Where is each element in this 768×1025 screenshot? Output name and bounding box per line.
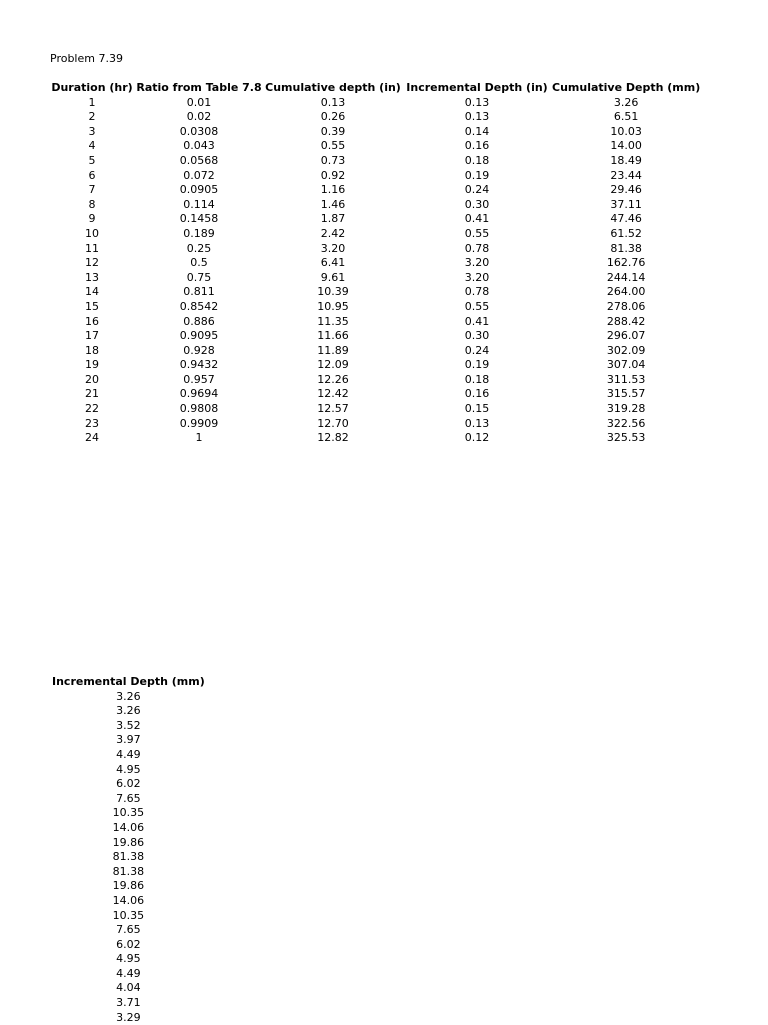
ratio-cell: 0.9909 [179, 416, 219, 430]
ratio-cell: 0.9694 [179, 387, 219, 401]
ratio-cell: 0.1458 [179, 212, 219, 226]
table-row [52, 923, 205, 938]
incremental-depth-in-cell: 0.16 [464, 139, 490, 153]
table-row [52, 777, 205, 792]
incremental-depth-mm-cell: 10.35 [112, 908, 145, 922]
ratio-cell: 0.25 [186, 241, 212, 255]
cumulative-depth-mm-cell: 23.44 [610, 168, 642, 182]
cumulative-depth-mm-cell: 296.07 [606, 329, 646, 343]
incremental-depth-in-cell: 0.78 [464, 285, 490, 299]
table-row [50, 300, 700, 315]
table-row [52, 938, 205, 953]
cumulative-depth-mm-cell: 47.46 [610, 212, 642, 226]
cumulative-depth-in-cell: 12.26 [317, 372, 349, 386]
ratio-cell: 0.9095 [179, 329, 219, 343]
incremental-depth-mm-cell: 3.97 [116, 733, 141, 747]
table-row [50, 417, 700, 432]
cumulative-depth-in-cell: 1.16 [320, 183, 346, 197]
incremental-depth-mm-cell: 3.29 [116, 1010, 141, 1024]
duration-cell: 4 [88, 139, 96, 153]
duration-cell: 3 [88, 124, 96, 138]
table-row [50, 198, 700, 213]
incremental-depth-mm-cell: 19.86 [112, 835, 145, 849]
incremental-depth-in-cell: 0.55 [464, 299, 490, 313]
cumulative-depth-in-cell: 2.42 [320, 226, 346, 240]
cumulative-depth-in-cell: 0.13 [320, 95, 346, 109]
table-row [52, 850, 205, 865]
table-row [52, 996, 205, 1011]
incremental-depth-in-cell: 0.30 [464, 197, 490, 211]
table-row [52, 748, 205, 763]
table-row [52, 879, 205, 894]
incremental-depth-in-cell: 0.41 [464, 212, 490, 226]
table-row [52, 952, 205, 967]
ratio-cell: 0.043 [183, 139, 215, 153]
table-row [52, 719, 205, 734]
cumulative-depth-mm-cell: 319.28 [606, 402, 646, 416]
header-row [52, 675, 205, 690]
incremental-depth-in-cell: 0.41 [464, 314, 490, 328]
duration-cell: 12 [85, 256, 99, 270]
table-row [52, 806, 205, 821]
table-row [52, 792, 205, 807]
incremental-depth-mm-cell: 4.95 [116, 952, 141, 966]
cumulative-depth-in-cell: 11.66 [317, 329, 349, 343]
duration-cell: 14 [85, 285, 99, 299]
duration-cell: 18 [85, 343, 99, 357]
incremental-depth-in-cell: 0.19 [464, 358, 490, 372]
cumulative-depth-in-cell: 0.92 [320, 168, 346, 182]
cumulative-depth-mm-cell: 322.56 [606, 416, 646, 430]
incremental-depth-in-cell: 0.18 [464, 372, 490, 386]
duration-cell: 7 [88, 183, 96, 197]
incremental-depth-in-cell: 0.19 [464, 168, 490, 182]
duration-cell: 17 [85, 329, 99, 343]
table-row [52, 704, 205, 719]
ratio-cell: 0.02 [186, 110, 212, 124]
cumulative-depth-mm-cell: 6.51 [613, 110, 639, 124]
table-row [52, 865, 205, 880]
duration-cell: 19 [85, 358, 99, 372]
duration-cell: 23 [85, 416, 99, 430]
header-ratio: Ratio from Table 7.8 [136, 81, 262, 94]
incremental-depth-in-cell: 0.18 [464, 153, 490, 167]
ratio-cell: 0.886 [183, 314, 215, 328]
table-row [52, 909, 205, 924]
table-row [50, 344, 700, 359]
incremental-depth-mm-cell: 81.38 [112, 850, 145, 864]
duration-cell: 24 [85, 431, 99, 445]
cumulative-depth-mm-cell: 311.53 [606, 372, 646, 386]
duration-cell: 10 [85, 226, 99, 240]
cumulative-depth-in-cell: 6.41 [320, 256, 346, 270]
cumulative-depth-in-cell: 9.61 [320, 270, 346, 284]
incremental-depth-in-cell: 0.15 [464, 402, 490, 416]
cumulative-depth-in-cell: 0.73 [320, 153, 346, 167]
table-row [50, 96, 700, 111]
duration-cell: 6 [88, 168, 96, 182]
incremental-depth-in-cell: 3.20 [464, 270, 490, 284]
table-row [50, 271, 700, 286]
design-storm-table [50, 81, 700, 446]
cumulative-depth-mm-cell: 3.26 [613, 95, 639, 109]
ratio-cell: 0.0905 [179, 183, 219, 197]
ratio-cell: 0.811 [183, 285, 215, 299]
table-row [52, 733, 205, 748]
incremental-depth-in-cell: 0.78 [464, 241, 490, 255]
duration-cell: 1 [88, 95, 96, 109]
cumulative-depth-in-cell: 12.57 [317, 402, 349, 416]
incremental-depth-mm-cell: 4.95 [116, 762, 141, 776]
cumulative-depth-in-cell: 0.39 [320, 124, 346, 138]
incremental-depth-mm-cell: 3.26 [116, 689, 141, 703]
cumulative-depth-mm-cell: 302.09 [606, 343, 646, 357]
table-row [50, 402, 700, 417]
cumulative-depth-in-cell: 12.09 [317, 358, 349, 372]
cumulative-depth-mm-cell: 14.00 [610, 139, 642, 153]
incremental-depth-mm-cell: 6.02 [116, 937, 141, 951]
header-incremental-depth-in: Incremental Depth (in) [406, 81, 548, 94]
ratio-cell: 0.072 [183, 168, 215, 182]
incremental-depth-mm-cell: 4.49 [116, 747, 141, 761]
table-row [50, 285, 700, 300]
cumulative-depth-mm-cell: 278.06 [606, 299, 646, 313]
incremental-depth-mm-cell: 19.86 [112, 879, 145, 893]
header-duration: Duration (hr) [51, 81, 133, 94]
incremental-depth-mm-cell: 4.49 [116, 966, 141, 980]
duration-cell: 21 [85, 387, 99, 401]
cumulative-depth-in-cell: 3.20 [320, 241, 346, 255]
duration-cell: 15 [85, 299, 99, 313]
cumulative-depth-mm-cell: 264.00 [606, 285, 646, 299]
header-cumulative-depth-mm: Cumulative Depth (mm) [552, 81, 701, 94]
table-row [52, 836, 205, 851]
duration-cell: 16 [85, 314, 99, 328]
header-cumulative-depth-in: Cumulative depth (in) [265, 81, 401, 94]
cumulative-depth-in-cell: 10.39 [317, 285, 349, 299]
ratio-cell: 0.114 [183, 197, 215, 211]
ratio-cell: 0.75 [186, 270, 212, 284]
table-row [52, 967, 205, 982]
table-row [50, 315, 700, 330]
table-row [50, 329, 700, 344]
incremental-depth-in-cell: 0.24 [464, 183, 490, 197]
incremental-depth-mm-cell: 10.35 [112, 806, 145, 820]
cumulative-depth-in-cell: 12.70 [317, 416, 349, 430]
header-incremental-depth-mm: Incremental Depth (mm) [52, 675, 205, 688]
table-row [52, 821, 205, 836]
ratio-cell: 0.0308 [179, 124, 219, 138]
incremental-depth-in-cell: 0.12 [464, 431, 490, 445]
incremental-depth-mm-cell: 14.06 [112, 820, 145, 834]
cumulative-depth-in-cell: 11.35 [317, 314, 349, 328]
table-row [52, 690, 205, 705]
incremental-depth-mm-cell: 7.65 [116, 791, 141, 805]
cumulative-depth-in-cell: 0.26 [320, 110, 346, 124]
incremental-depth-mm-cell: 81.38 [112, 864, 145, 878]
ratio-cell: 0.01 [186, 95, 212, 109]
table-row [50, 373, 700, 388]
incremental-depth-in-cell: 0.24 [464, 343, 490, 357]
ratio-cell: 1 [195, 431, 203, 445]
incremental-depth-in-cell: 0.13 [464, 95, 490, 109]
duration-cell: 5 [88, 153, 96, 167]
incremental-depth-mm-cell: 14.06 [112, 893, 145, 907]
incremental-depth-in-cell: 0.16 [464, 387, 490, 401]
ratio-cell: 0.9808 [179, 402, 219, 416]
cumulative-depth-mm-cell: 315.57 [606, 387, 646, 401]
table-row [50, 125, 700, 140]
table-row [50, 242, 700, 257]
incremental-depth-in-cell: 0.55 [464, 226, 490, 240]
table-row [50, 183, 700, 198]
ratio-cell: 0.8542 [179, 299, 219, 313]
cumulative-depth-mm-cell: 307.04 [606, 358, 646, 372]
incremental-depth-mm-cell: 3.71 [116, 996, 141, 1010]
duration-cell: 22 [85, 402, 99, 416]
cumulative-depth-mm-cell: 37.11 [610, 197, 642, 211]
ratio-cell: 0.9432 [179, 358, 219, 372]
table-row [50, 358, 700, 373]
duration-cell: 8 [88, 197, 96, 211]
table-row [52, 894, 205, 909]
table-row [50, 212, 700, 227]
cumulative-depth-mm-cell: 29.46 [610, 183, 642, 197]
table-row [50, 256, 700, 271]
incremental-depth-in-cell: 0.13 [464, 416, 490, 430]
incremental-depth-in-cell: 3.20 [464, 256, 490, 270]
table-row [50, 154, 700, 169]
duration-cell: 13 [85, 270, 99, 284]
incremental-depth-mm-table [52, 675, 205, 1025]
cumulative-depth-mm-cell: 325.53 [606, 431, 646, 445]
table-row [50, 227, 700, 242]
ratio-cell: 0.189 [183, 226, 215, 240]
cumulative-depth-mm-cell: 244.14 [606, 270, 646, 284]
incremental-depth-in-cell: 0.30 [464, 329, 490, 343]
duration-cell: 2 [88, 110, 96, 124]
table-row [50, 387, 700, 402]
incremental-depth-mm-cell: 3.52 [116, 718, 141, 732]
table-row [52, 1011, 205, 1025]
cumulative-depth-mm-cell: 162.76 [606, 256, 646, 270]
cumulative-depth-in-cell: 11.89 [317, 343, 349, 357]
duration-cell: 9 [88, 212, 96, 226]
table-row [50, 431, 700, 446]
cumulative-depth-mm-cell: 81.38 [610, 241, 642, 255]
problem-title: Problem 7.39 [50, 52, 123, 65]
cumulative-depth-mm-cell: 10.03 [610, 124, 642, 138]
duration-cell: 20 [85, 372, 99, 386]
cumulative-depth-in-cell: 1.87 [320, 212, 346, 226]
incremental-depth-mm-cell: 6.02 [116, 777, 141, 791]
ratio-cell: 0.0568 [179, 153, 219, 167]
cumulative-depth-in-cell: 0.55 [320, 139, 346, 153]
incremental-depth-mm-cell: 3.26 [116, 704, 141, 718]
table-row [50, 169, 700, 184]
incremental-depth-in-cell: 0.13 [464, 110, 490, 124]
table-row [52, 763, 205, 778]
cumulative-depth-in-cell: 1.46 [320, 197, 346, 211]
cumulative-depth-mm-cell: 288.42 [606, 314, 646, 328]
ratio-cell: 0.928 [183, 343, 215, 357]
table-row [50, 110, 700, 125]
table-row [50, 139, 700, 154]
table-row [52, 981, 205, 996]
incremental-depth-in-cell: 0.14 [464, 124, 490, 138]
incremental-depth-mm-cell: 4.04 [116, 981, 141, 995]
cumulative-depth-mm-cell: 18.49 [610, 153, 642, 167]
cumulative-depth-in-cell: 12.42 [317, 387, 349, 401]
header-row [50, 81, 700, 96]
cumulative-depth-in-cell: 12.82 [317, 431, 349, 445]
ratio-cell: 0.5 [190, 256, 208, 270]
cumulative-depth-mm-cell: 61.52 [610, 226, 642, 240]
incremental-depth-mm-cell: 7.65 [116, 923, 141, 937]
duration-cell: 11 [85, 241, 99, 255]
cumulative-depth-in-cell: 10.95 [317, 299, 349, 313]
ratio-cell: 0.957 [183, 372, 215, 386]
